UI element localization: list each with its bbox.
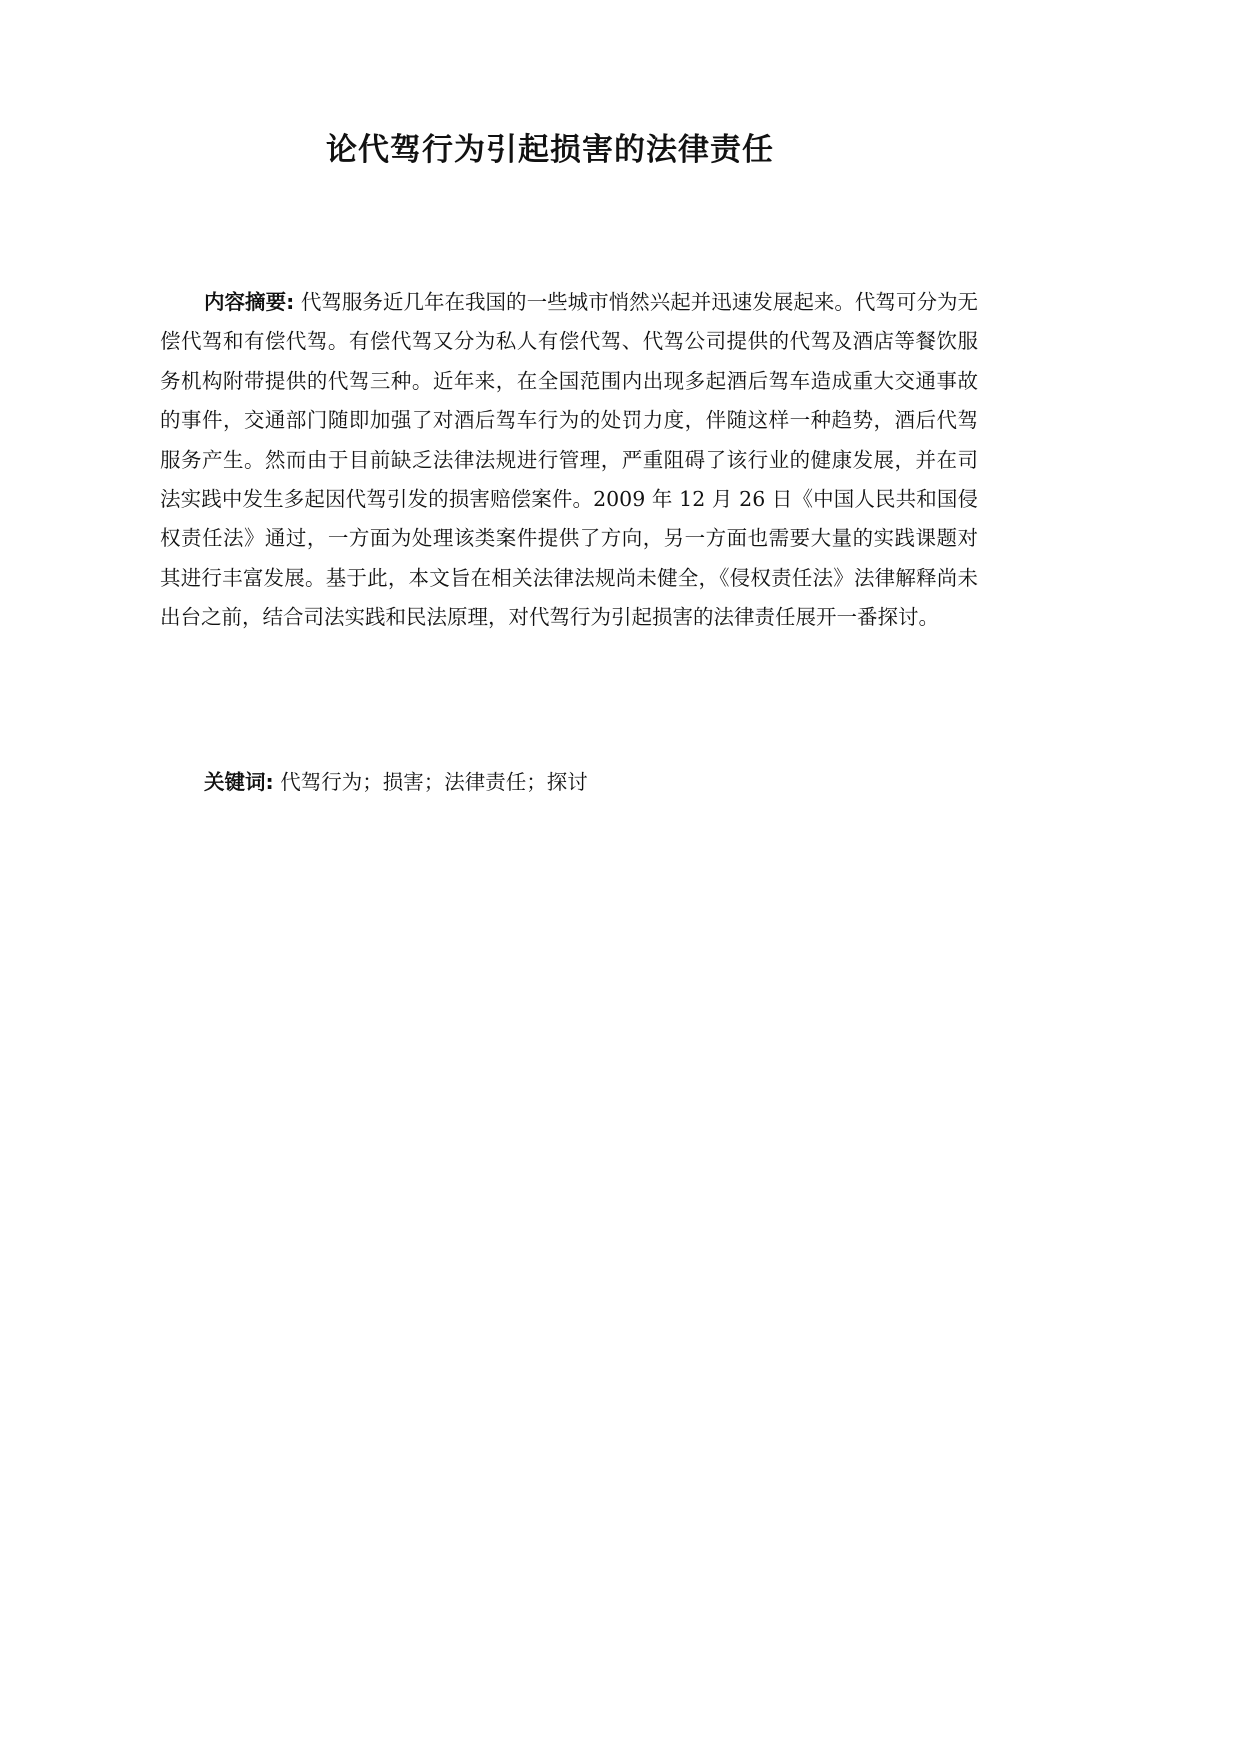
abstract-label: 内容摘要: [204, 290, 295, 314]
abstract-paragraph [160, 283, 978, 638]
page-title: 论代驾行为引起损害的法律责任 [326, 132, 774, 168]
keywords-text: 代驾行为；损害；法律责任；探讨 [273, 770, 588, 794]
keywords-label: 关键词: [204, 770, 274, 794]
abstract-text: 代驾服务近几年在我国的一些城市悄然兴起并迅速发展起来。代驾可分为无偿代驾和有偿代驾。有偿代驾又分为私人有偿代驾、代驾公司提供的代驾及酒店等餐饮服务机构附带提供的代驾三种。近年来，在全国范围内出现多起酒后驾车造成重大交通事故的事件，交通部门随即加强了对酒后驾车行为的处罚力度，伴随这样一种趋势，酒后代驾服务产生。然而由于目前缺乏法律法规进行管理，严重阻碍了该行业的健康发展，并在司法实践中发生多起因代驾引发的损害赔偿案件。2009 年 12 月 26 日《中国人民共和国侵权责任法》通过，一方面为处理该类案件提供了方向，另一方面也需要大量的实践课题对其进行丰富发展。基于此，本文旨在相关法律法规尚未健全，《侵权责任法》法律解释尚未出台之前，结合司法实践和民法原理，对代驾行为引起损害的法律责任展开一番探讨。 [160, 290, 979, 630]
keywords-line [204, 764, 978, 800]
